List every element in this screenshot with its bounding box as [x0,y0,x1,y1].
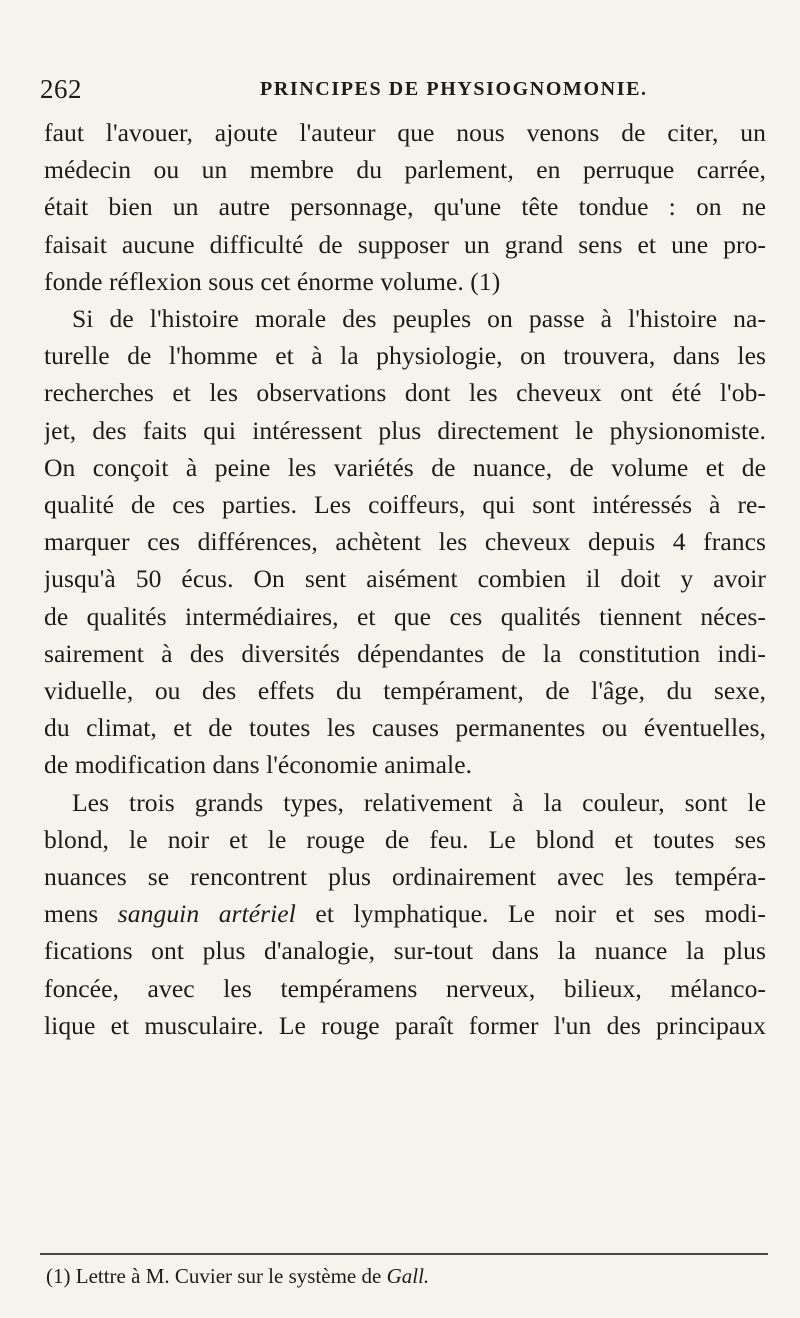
text-line: marquer ces différences, achètent les cheveux depuis 4 francs [44,527,766,557]
footnote-divider [40,1253,768,1255]
text-line: était bien un autre personnage, qu'une tête tondue : on ne [44,192,766,222]
page-header [40,74,780,108]
running-title: PRINCIPES DE PHYSIOGNOMONIE. [260,78,648,100]
text-line: faisait aucune difficulté de supposer un grand sens et une pro- [44,229,766,259]
text-line: sairement à des diversités dépendantes de la constitution indi- [44,638,766,668]
text-line-mixed [44,895,766,932]
text-line: recherches et les observations dont les cheveux ont été l'ob- [44,378,766,408]
text-line: faut l'avouer, ajoute l'auteur que nous venons de citer, un [44,118,766,147]
text-line: qualité de ces parties. Les coiffeurs, qui sont intéressés à re- [44,490,766,520]
footnote-text: (1) Lettre à M. Cuvier sur le système de [46,1264,382,1288]
text-line: du climat, et de toutes les causes permanentes ou éventuelles, [44,713,766,743]
text-line: médecin ou un membre du parlement, en perruque carrée, [44,155,766,185]
text-line: jusqu'à 50 écus. On sent aisément combien il doit y avoir [44,564,766,594]
text-line: de qualités intermédiaires, et que ces qualités tiennent néces- [44,601,766,631]
text-run: mens [44,899,99,929]
body-text [44,114,766,1044]
text-line: de modification dans l'économie animale. [44,750,473,780]
text-run: et lymphatique. Le noir et ses modi- [315,899,766,929]
page-number: 262 [40,74,82,104]
italic-run: sanguin artériel [117,899,296,929]
text-line: blond, le noir et le rouge de feu. Le blond et toutes ses [44,824,766,854]
text-line: Les trois grands types, relativement à la couleur, sont le [72,787,766,817]
footnote-italic: Gall. [386,1264,430,1288]
text-line: turelle de l'homme et à la physiologie, on trouvera, dans les [44,341,766,371]
footnote [46,1264,429,1289]
text-line: foncée, avec les tempéramens nerveux, bilieux, mélanco- [44,973,766,1003]
paragraph-3 [44,784,766,1044]
text-line: On conçoit à peine les variétés de nuance, de volume et de [44,452,766,482]
paragraph-2 [44,300,766,784]
text-line: nuances se rencontrent plus ordinairement avec les tempéra- [44,862,766,892]
text-line: lique et musculaire. Le rouge paraît former l'un des principaux [44,1010,766,1040]
text-line: Si de l'histoire morale des peuples on passe à l'histoire na- [72,304,766,334]
text-line: viduelle, ou des effets du tempérament, de l'âge, du sexe, [44,676,766,706]
paragraph-1 [44,114,766,300]
text-line: fications ont plus d'analogie, sur-tout dans la nuance la plus [44,936,766,966]
text-line: jet, des faits qui intéressent plus directement le physionomiste. [44,415,766,445]
text-line: fonde réflexion sous cet énorme volume. (1) [44,266,501,296]
